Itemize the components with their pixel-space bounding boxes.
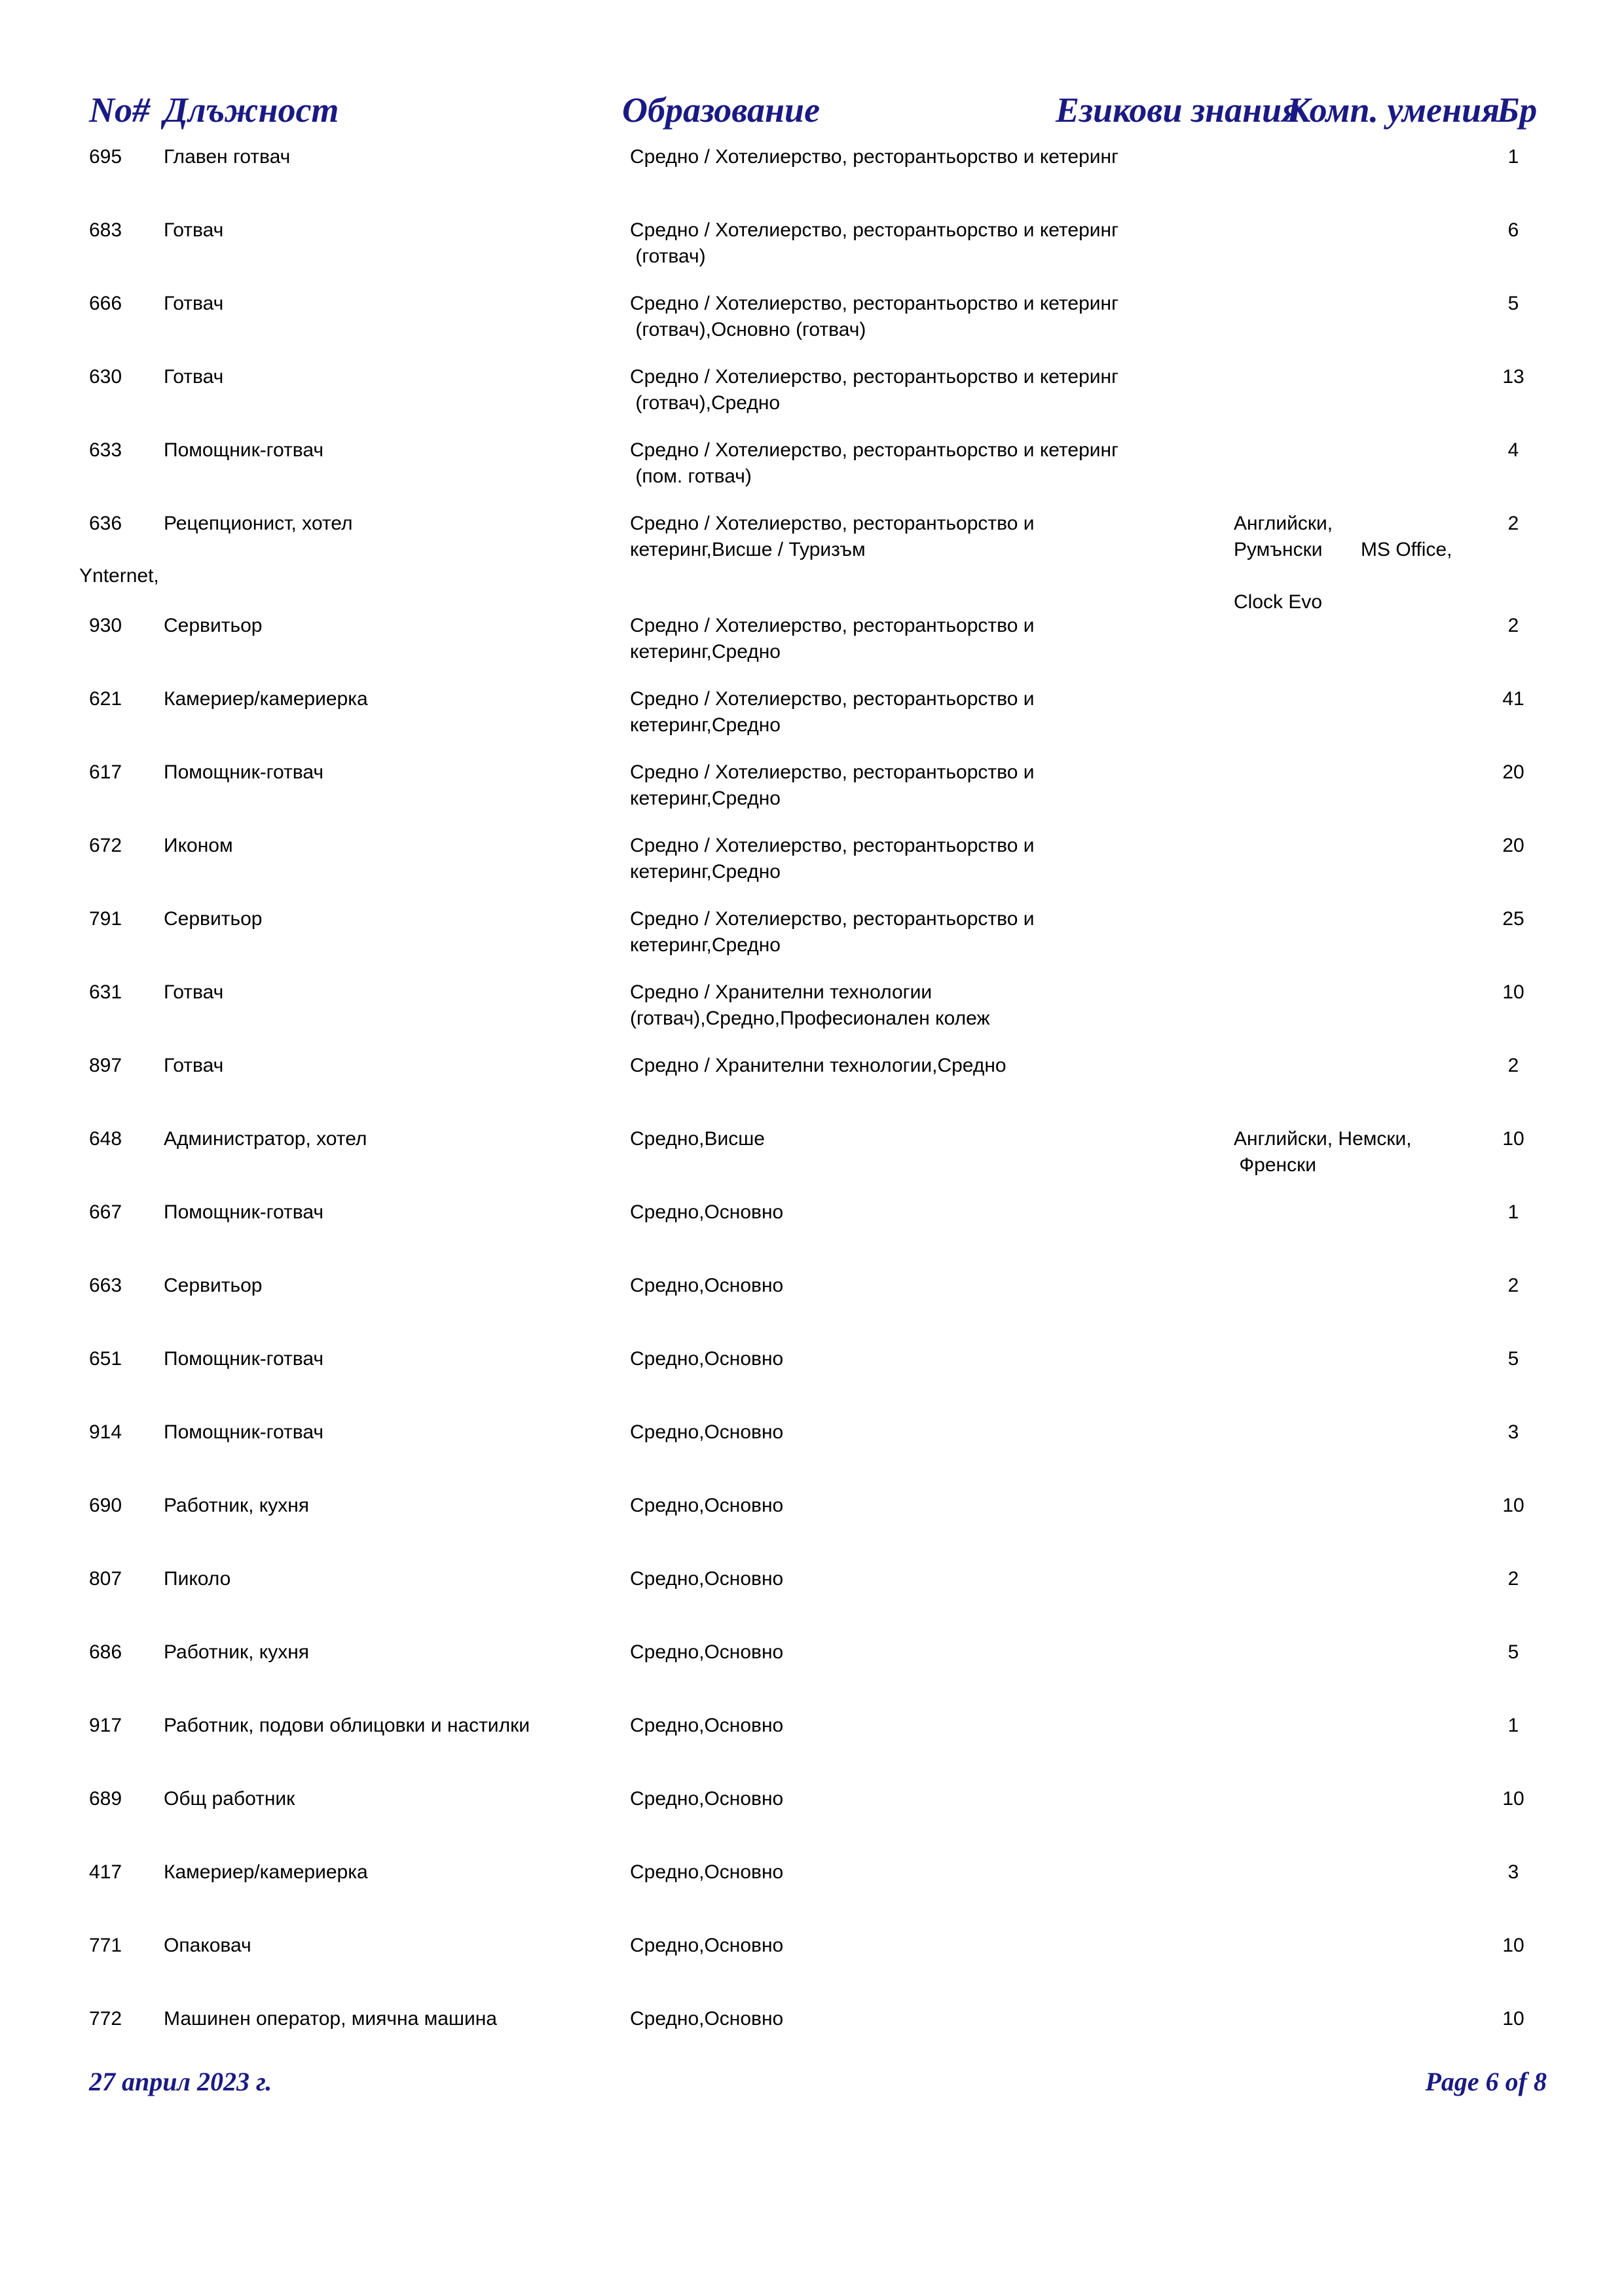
row-count: 1	[1507, 146, 1519, 168]
table-row	[89, 364, 1539, 437]
education-line: Средно / Хранителни технологии,Средно	[630, 1055, 1006, 1076]
row-count: 2	[1507, 513, 1519, 534]
table-row	[89, 1639, 1539, 1713]
row-position: Работник, подови облицовки и настилки	[164, 1715, 530, 1736]
row-number: 621	[89, 688, 122, 710]
row-count: 10	[1502, 1935, 1524, 1956]
row-count: 5	[1507, 1641, 1519, 1663]
education-line: Средно / Хотелиерство, ресторантьорство и кетеринг	[630, 439, 1119, 461]
row-position: Камериер/камериерка	[164, 1861, 368, 1883]
row-number: 686	[89, 1641, 122, 1663]
computer-skill-fragment: Ynternet,	[79, 565, 159, 587]
row-count: 1	[1507, 1715, 1519, 1736]
row-computer-skills	[89, 144, 1539, 217]
table-row	[89, 759, 1539, 833]
row-position: Работник, кухня	[164, 1641, 310, 1663]
education-line: (готвач),Средно	[630, 392, 781, 414]
row-number: 617	[89, 761, 122, 783]
table-row	[89, 1566, 1539, 1639]
education-line: Средно,Основно	[630, 1495, 784, 1516]
column-header-education: Образование	[622, 90, 821, 130]
row-computer-skills	[89, 291, 1539, 364]
computer-skill-fragment: MS Office,	[1361, 539, 1452, 560]
table-row	[89, 833, 1539, 906]
row-computer-skills	[89, 1786, 1539, 1859]
table-row	[89, 979, 1539, 1053]
row-count: 10	[1502, 981, 1524, 1003]
row-number: 667	[89, 1201, 122, 1223]
table-row	[89, 1273, 1539, 1346]
row-number: 633	[89, 439, 122, 461]
row-number: 630	[89, 366, 122, 388]
language-line: Френски	[1234, 1154, 1316, 1176]
row-number: 636	[89, 513, 122, 534]
row-computer-skills	[89, 1713, 1539, 1786]
row-position: Готвач	[164, 219, 224, 241]
row-computer-skills	[89, 1933, 1539, 2006]
row-number: 690	[89, 1495, 122, 1516]
row-position: Готвач	[164, 366, 224, 388]
table-row	[89, 1346, 1539, 1419]
row-computer-skills	[89, 1273, 1539, 1346]
row-computer-skills	[89, 833, 1539, 906]
row-number: 689	[89, 1788, 122, 1810]
row-number: 672	[89, 835, 122, 856]
column-header-languages: Езикови знания	[1056, 90, 1300, 130]
row-number: 917	[89, 1715, 122, 1736]
row-computer-skills	[89, 437, 1539, 511]
education-line: Средно / Хотелиерство, ресторантьорство и	[630, 615, 1035, 636]
row-count: 10	[1502, 1788, 1524, 1810]
row-computer-skills	[89, 1126, 1539, 1199]
table-row	[89, 437, 1539, 511]
row-computer-skills	[89, 1346, 1539, 1419]
row-position: Помощник-готвач	[164, 439, 323, 461]
education-line: Средно,Висше	[630, 1128, 765, 1150]
row-position: Помощник-готвач	[164, 1348, 323, 1370]
row-number: 695	[89, 146, 122, 168]
row-count: 2	[1507, 1055, 1519, 1076]
row-number: 807	[89, 1568, 122, 1590]
education-line: Средно,Основно	[630, 2008, 784, 2030]
education-line: Средно,Основно	[630, 1715, 784, 1736]
row-computer-skills	[89, 1419, 1539, 1493]
column-header-count: Бр	[1497, 90, 1538, 130]
row-position: Пиколо	[164, 1568, 231, 1590]
language-line: Английски,	[1234, 513, 1333, 534]
education-line: Средно,Основно	[630, 1935, 784, 1956]
row-number: 791	[89, 908, 122, 930]
row-computer-skills	[89, 759, 1539, 833]
table-row	[89, 1126, 1539, 1199]
row-position: Сервитьор	[164, 1275, 263, 1296]
table-header-row	[89, 92, 1539, 144]
row-number: 417	[89, 1861, 122, 1883]
row-count: 10	[1502, 2008, 1524, 2030]
column-header-computer-skills: Комп. умения	[1287, 90, 1500, 130]
row-position: Администратор, хотел	[164, 1128, 367, 1150]
row-position: Главен готвач	[164, 146, 291, 168]
education-line: Средно,Основно	[630, 1201, 784, 1223]
row-position: Общ работник	[164, 1788, 295, 1810]
table-row	[89, 1713, 1539, 1786]
education-line: Средно / Хотелиерство, ресторантьорство и	[630, 908, 1035, 930]
row-count: 1	[1507, 1201, 1519, 1223]
education-line: (готвач),Основно (готвач)	[630, 319, 866, 340]
table-row	[89, 1419, 1539, 1493]
table-row	[89, 686, 1539, 759]
row-position: Готвач	[164, 1055, 224, 1076]
row-count: 2	[1507, 1568, 1519, 1590]
education-line: Средно,Основно	[630, 1861, 784, 1883]
row-count: 25	[1502, 908, 1524, 930]
row-count: 4	[1507, 439, 1519, 461]
education-line: Средно,Основно	[630, 1421, 784, 1443]
education-line: (пом. готвач)	[630, 465, 752, 487]
education-line: Средно / Хотелиерство, ресторантьорство и	[630, 835, 1035, 856]
education-line: Средно / Хранителни технологии	[630, 981, 932, 1003]
table-row	[89, 1493, 1539, 1566]
row-computer-skills	[79, 511, 1539, 613]
education-line: Средно,Основно	[630, 1788, 784, 1810]
table-row	[89, 2006, 1539, 2079]
row-computer-skills	[89, 217, 1539, 291]
row-position: Работник, кухня	[164, 1495, 310, 1516]
table-row	[89, 217, 1539, 291]
row-count: 2	[1507, 1275, 1519, 1296]
language-line: Румънски	[1234, 539, 1323, 560]
row-computer-skills	[89, 2006, 1539, 2079]
table-row	[89, 906, 1539, 979]
education-line: Средно,Основно	[630, 1568, 784, 1590]
table-body	[79, 144, 1539, 2079]
education-line: Средно / Хотелиерство, ресторантьорство и кетеринг	[630, 219, 1119, 241]
row-position: Помощник-готвач	[164, 761, 323, 783]
table-row	[89, 1859, 1539, 1933]
row-position: Помощник-готвач	[164, 1421, 323, 1443]
education-line: Средно,Основно	[630, 1641, 784, 1663]
row-count: 10	[1502, 1495, 1524, 1516]
row-number: 631	[89, 981, 122, 1003]
row-computer-skills	[89, 613, 1539, 686]
language-line: Английски, Немски,	[1234, 1128, 1412, 1150]
row-number: 651	[89, 1348, 122, 1370]
row-number: 666	[89, 293, 122, 314]
education-line: Средно,Основно	[630, 1348, 784, 1370]
table-row	[89, 144, 1539, 217]
row-count: 5	[1507, 1348, 1519, 1370]
education-line: Средно / Хотелиерство, ресторантьорство и	[630, 761, 1035, 783]
row-count: 6	[1507, 219, 1519, 241]
education-line: Средно / Хотелиерство, ресторантьорство и	[630, 688, 1035, 710]
column-header-position: Длъжност	[164, 90, 339, 130]
row-position: Сервитьор	[164, 615, 263, 636]
education-line: Средно / Хотелиерство, ресторантьорство и кетеринг	[630, 293, 1119, 314]
row-position: Готвач	[164, 981, 224, 1003]
row-computer-skills	[89, 1199, 1539, 1273]
row-computer-skills	[89, 906, 1539, 979]
education-line: (готвач),Средно,Професионален колеж	[630, 1008, 990, 1029]
education-line: Средно / Хотелиерство, ресторантьорство и кетеринг	[630, 146, 1119, 168]
row-count: 20	[1502, 761, 1524, 783]
education-line: кетеринг,Средно	[630, 641, 781, 663]
row-computer-skills	[89, 686, 1539, 759]
row-number: 914	[89, 1421, 122, 1443]
row-position: Сервитьор	[164, 908, 263, 930]
row-computer-skills	[89, 1493, 1539, 1566]
row-count: 2	[1507, 615, 1519, 636]
table-row	[89, 1053, 1539, 1126]
table-row	[89, 1199, 1539, 1273]
education-line: (готвач)	[630, 246, 706, 267]
row-computer-skills	[89, 1859, 1539, 1933]
row-count: 3	[1507, 1421, 1519, 1443]
row-count: 20	[1502, 835, 1524, 856]
row-computer-skills	[89, 979, 1539, 1053]
table-row	[89, 1933, 1539, 2006]
row-computer-skills	[89, 364, 1539, 437]
row-computer-skills	[89, 1566, 1539, 1639]
row-position: Машинен оператор, миячна машина	[164, 2008, 497, 2030]
footer-page-number: Page 6 of 8	[1425, 2067, 1547, 2096]
row-number: 683	[89, 219, 122, 241]
row-count: 13	[1502, 366, 1524, 388]
row-count: 41	[1502, 688, 1524, 710]
row-count: 5	[1507, 293, 1519, 314]
table-row	[89, 1786, 1539, 1859]
education-line: кетеринг,Средно	[630, 861, 781, 883]
footer-date: 27 април 2023 г.	[89, 2067, 272, 2096]
column-header-number: No#	[89, 90, 150, 130]
row-computer-skills	[89, 1639, 1539, 1713]
education-line: Средно / Хотелиерство, ресторантьорство и кетеринг	[630, 366, 1119, 388]
table-row	[89, 291, 1539, 364]
row-position: Иконом	[164, 835, 233, 856]
row-position: Помощник-готвач	[164, 1201, 323, 1223]
row-computer-skills	[89, 1053, 1539, 1126]
row-number: 663	[89, 1275, 122, 1296]
row-number: 648	[89, 1128, 122, 1150]
row-number: 897	[89, 1055, 122, 1076]
education-line: кетеринг,Средно	[630, 788, 781, 809]
table-row	[89, 613, 1539, 686]
education-line: кетеринг,Висше / Туризъм	[630, 539, 866, 560]
row-number: 771	[89, 1935, 122, 1956]
education-line: кетеринг,Средно	[630, 934, 781, 956]
row-count: 10	[1502, 1128, 1524, 1150]
education-line: Средно / Хотелиерство, ресторантьорство и	[630, 513, 1035, 534]
row-position: Опаковач	[164, 1935, 251, 1956]
computer-skill-fragment: Clock Evo	[1234, 591, 1323, 613]
row-number: 930	[89, 615, 122, 636]
row-count: 3	[1507, 1861, 1519, 1883]
education-line: Средно,Основно	[630, 1275, 784, 1296]
row-position: Рецепционист, хотел	[164, 513, 353, 534]
row-position: Готвач	[164, 293, 224, 314]
education-line: кетеринг,Средно	[630, 714, 781, 736]
row-position: Камериер/камериерка	[164, 688, 368, 710]
table-row	[79, 511, 1539, 613]
vacancies-table	[79, 90, 1539, 2079]
row-number: 772	[89, 2008, 122, 2030]
